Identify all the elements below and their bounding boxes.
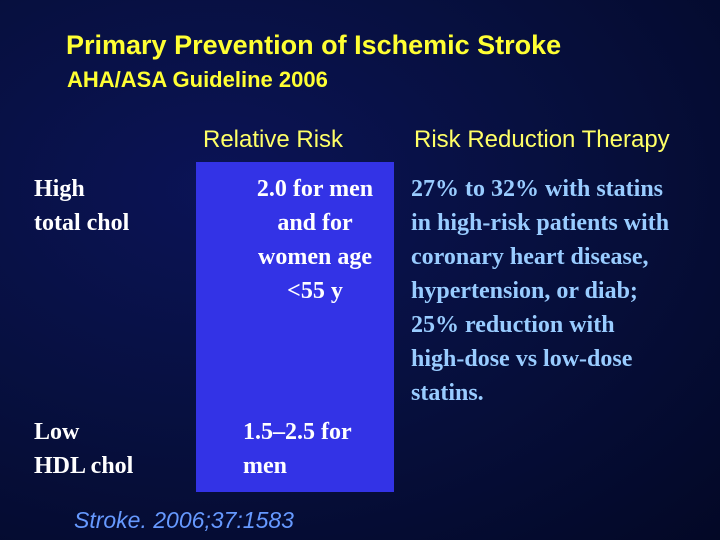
- row-label-line: HDL chol: [34, 453, 134, 479]
- relative-risk-line: men: [243, 453, 287, 479]
- row-label-line: total chol: [34, 210, 130, 236]
- therapy-line: high-dose vs low-dose: [411, 346, 633, 372]
- relative-risk-high-total-chol: [240, 172, 390, 308]
- relative-risk-line: <55 y: [287, 278, 343, 304]
- therapy-line: hypertension, or diab;: [411, 278, 638, 304]
- citation: Stroke. 2006;37:1583: [74, 507, 294, 533]
- therapy-line: in high-risk patients with: [411, 210, 670, 236]
- column-header-relative-risk: Relative Risk: [203, 126, 344, 153]
- row-label-line: Low: [34, 419, 80, 445]
- column-header-risk-reduction-therapy: Risk Reduction Therapy: [414, 126, 670, 153]
- therapy-line: coronary heart disease,: [411, 244, 649, 270]
- slide-subtitle: AHA/ASA Guideline 2006: [67, 67, 328, 92]
- relative-risk-line: women age: [258, 244, 372, 270]
- relative-risk-line: 2.0 for men: [256, 176, 374, 202]
- slide-title: Primary Prevention of Ischemic Stroke: [66, 30, 562, 60]
- therapy-line: 25% reduction with: [411, 312, 615, 338]
- row-label-high-total-chol: [34, 172, 129, 240]
- therapy-line: statins.: [411, 380, 484, 406]
- therapy-line: 27% to 32% with statins: [411, 176, 664, 202]
- relative-risk-low-hdl-chol: [243, 415, 388, 483]
- row-label-low-hdl-chol: [34, 415, 133, 483]
- relative-risk-line: 1.5–2.5 for: [243, 419, 352, 445]
- relative-risk-line: and for: [277, 210, 353, 236]
- row-label-line: High: [34, 176, 85, 202]
- therapy-high-total-chol: [411, 172, 716, 410]
